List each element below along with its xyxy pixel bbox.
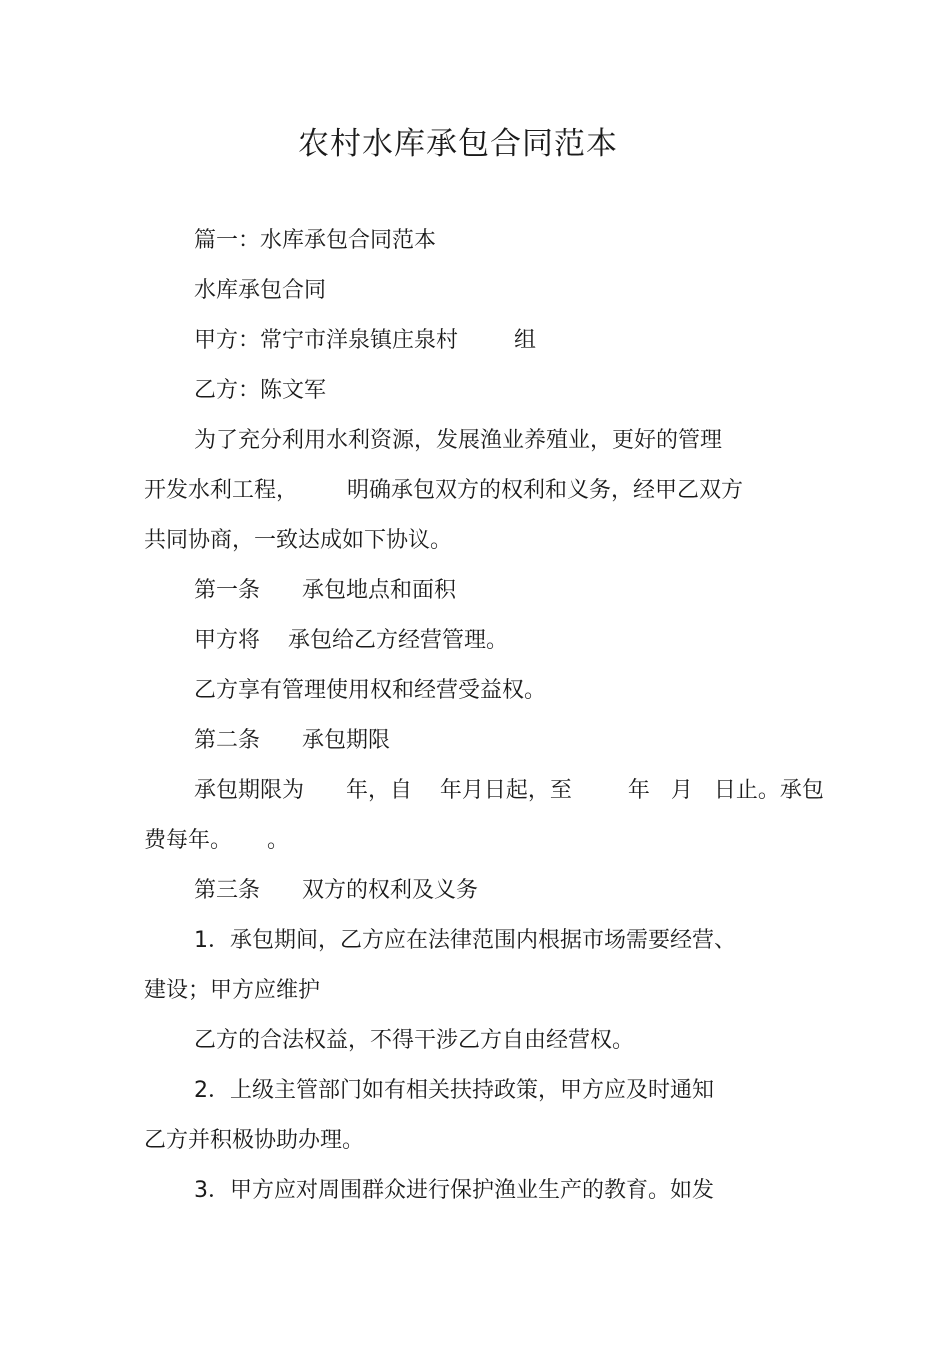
article-heading: 第一条 承包地点和面积 [194, 578, 456, 603]
contract-name: 水库承包合同 [194, 278, 327, 303]
paragraph-line: 为了充分利用水利资源，发展渔业养殖业，更好的管理 [194, 428, 723, 453]
paragraph-line: 1．承包期间，乙方应在法律范围内根据市场需要经营、 [194, 928, 736, 953]
paragraph-line: 开发水利工程， 明确承包双方的权利和义务，经甲乙双方 [144, 478, 743, 503]
article-heading: 第三条 双方的权利及义务 [194, 878, 478, 903]
paragraph-line: 乙方享有管理使用权和经营受益权。 [194, 678, 547, 703]
paragraph-line: 2．上级主管部门如有相关扶持政策，甲方应及时通知 [194, 1078, 714, 1103]
paragraph-line: 乙方并积极协助办理。 [144, 1128, 365, 1153]
paragraph-line: 建设；甲方应维护 [144, 978, 321, 1003]
paragraph-line: 承包期限为 年，自 年月日起，至 年 月 日止。承包 [194, 778, 824, 803]
paragraph-line: 甲方将 承包给乙方经营管理。 [194, 628, 508, 653]
party-a: 甲方：常宁市洋泉镇庄泉村 组 [194, 328, 536, 353]
paragraph-line: 共同协商，一致达成如下协议。 [144, 528, 453, 553]
party-b: 乙方：陈文军 [194, 378, 327, 403]
section-heading: 篇一：水库承包合同范本 [194, 228, 437, 253]
paragraph-line: 费每年。 。 [144, 828, 289, 853]
paragraph-line: 乙方的合法权益，不得干涉乙方自由经营权。 [194, 1028, 635, 1053]
article-heading: 第二条 承包期限 [194, 728, 390, 753]
document-title: 农村水库承包合同范本 [298, 126, 618, 162]
paragraph-line: 3．甲方应对周围群众进行保护渔业生产的教育。如发 [194, 1178, 714, 1203]
